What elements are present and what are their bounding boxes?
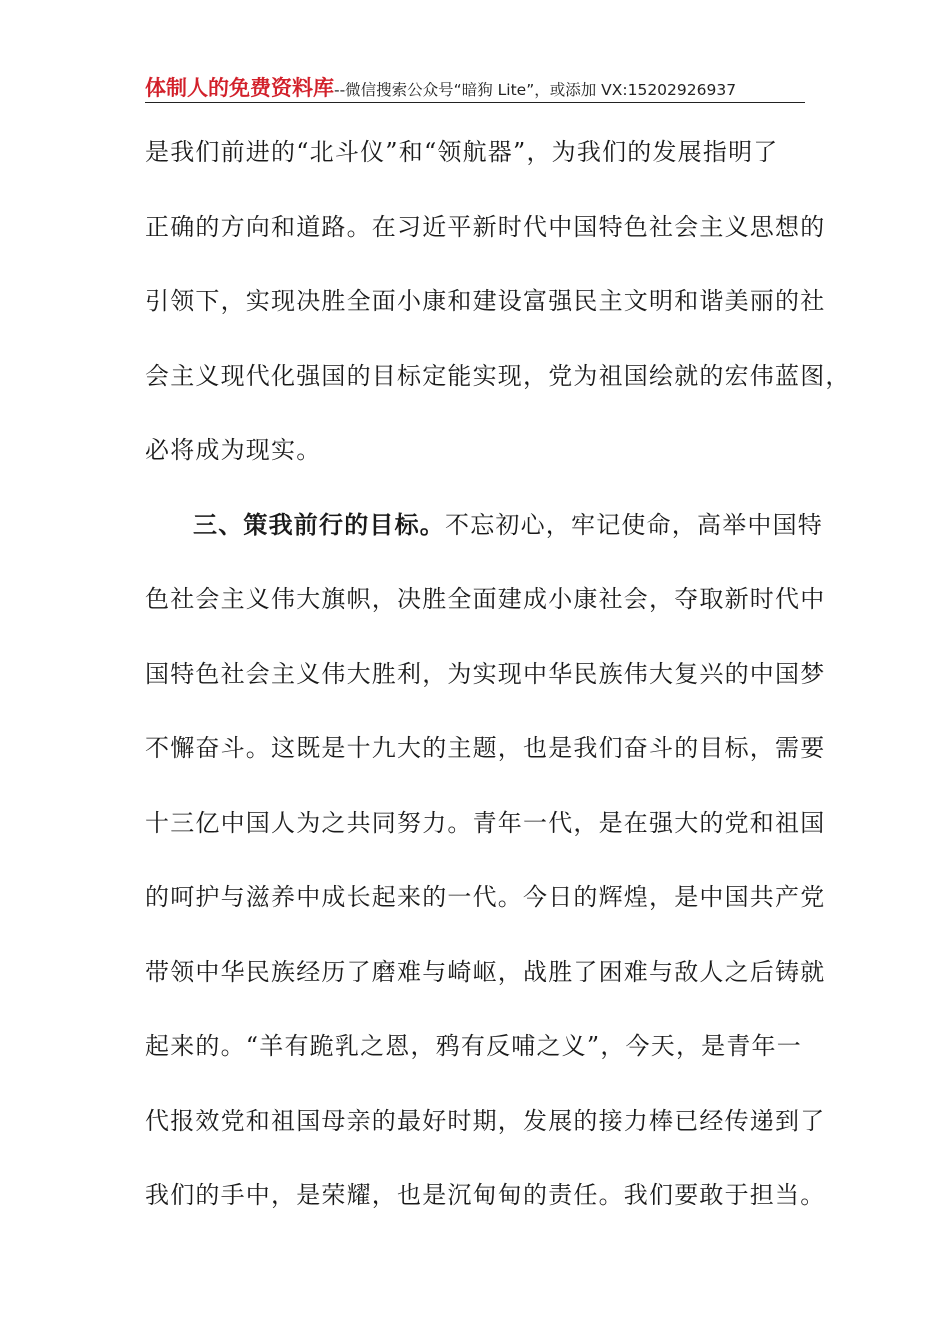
header-note: --微信搜索公众号“暗狗 Lite”，或添加 VX:15202926937 — [334, 81, 737, 99]
document-body — [145, 130, 851, 1248]
text-line: 正确的方向和道路。在习近平新时代中国特色社会主义思想的 — [145, 212, 826, 241]
text-line: 代报效党和祖国母亲的最好时期，发展的接力棒已经传递到了 — [145, 1106, 826, 1135]
page-header — [145, 72, 805, 103]
text-span: 不忘初心，牢记使命，高举中国特 — [445, 510, 823, 539]
text-line: 起来的。“羊有跪乳之恩，鸦有反哺之义”，今天，是青年一 — [145, 1032, 802, 1060]
text-line: 我们的手中，是荣耀，也是沉甸甸的责任。我们要敢于担当。 — [145, 1181, 826, 1209]
text-line — [145, 503, 823, 578]
text-line: 十三亿中国人为之共同努力。青年一代，是在强大的党和祖国 — [145, 808, 826, 837]
text-line: 国特色社会主义伟大胜利，为实现中华民族伟大复兴的中国梦 — [145, 659, 826, 688]
paragraph-2 — [145, 503, 826, 1248]
text-line: 是我们前进的“北斗仪”和“领航器”，为我们的发展指明了 — [145, 138, 779, 166]
text-line: 引领下，实现决胜全面小康和建设富强民主文明和谐美丽的社 — [145, 287, 826, 315]
text-line: 不懈奋斗。这既是十九大的主题，也是我们奋斗的目标，需要 — [145, 734, 826, 762]
text-line: 必将成为现实。 — [145, 436, 322, 464]
text-line: 的呵护与滋养中成长起来的一代。今日的辉煌，是中国共产党 — [145, 883, 826, 911]
header-brand: 体制人的免费资料库 — [145, 76, 334, 100]
text-line: 带领中华民族经历了磨难与崎岖，战胜了困难与敌人之后铸就 — [145, 957, 826, 986]
paragraph-1 — [145, 130, 851, 503]
text-line: 会主义现代化强国的目标定能实现，党为祖国绘就的宏伟蓝图， — [145, 361, 851, 390]
text-line: 色社会主义伟大旗帜，决胜全面建成小康社会，夺取新时代中 — [145, 585, 826, 613]
section-heading: 三、策我前行的目标。 — [193, 509, 445, 539]
